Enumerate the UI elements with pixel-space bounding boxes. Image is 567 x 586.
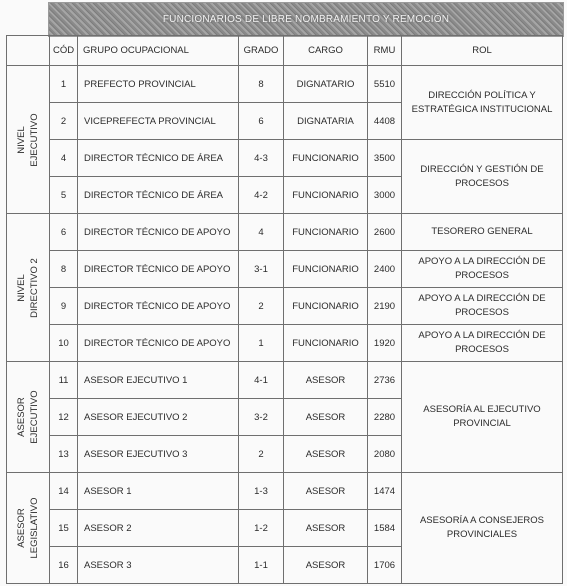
group-label-cell — [7, 362, 50, 473]
cell-cod: 6 — [50, 214, 78, 251]
cell-rol — [402, 214, 563, 251]
cell-grupo: VICEPREFECTA PROVINCIAL — [78, 103, 239, 140]
group-label-line: LEGISLATIVO — [29, 497, 40, 559]
cell-rol — [402, 473, 563, 584]
table-row — [7, 473, 563, 510]
cell-grado: 1-1 — [239, 547, 284, 584]
cell-grupo: PREFECTO PROVINCIAL — [78, 66, 239, 103]
cell-grado: 4-2 — [239, 177, 284, 214]
header-row — [7, 36, 563, 66]
cell-grado: 3-1 — [239, 251, 284, 288]
cell-rmu: 2080 — [368, 436, 402, 473]
group-label-line: EJECUTIVO — [29, 112, 40, 167]
cell-grado: 1-2 — [239, 510, 284, 547]
cell-rmu: 2400 — [368, 251, 402, 288]
rol-line: ASESORÍA AL EJECUTIVO — [423, 404, 541, 415]
cell-cargo: DIGNATARIA — [284, 103, 368, 140]
cell-grado: 4 — [239, 214, 284, 251]
cell-cod: 9 — [50, 288, 78, 325]
cell-cargo: ASESOR — [284, 362, 368, 399]
cell-cod: 14 — [50, 473, 78, 510]
cell-rol — [402, 362, 563, 473]
cell-cod: 11 — [50, 362, 78, 399]
cell-grupo: ASESOR EJECUTIVO 2 — [78, 399, 239, 436]
rol-line: ASESORÍA A CONSEJEROS — [419, 515, 545, 526]
cell-grupo: DIRECTOR TÉCNICO DE ÁREA — [78, 177, 239, 214]
cell-cargo: FUNCIONARIO — [284, 288, 368, 325]
cell-cargo: ASESOR — [284, 436, 368, 473]
cell-cod: 10 — [50, 325, 78, 362]
cell-rmu: 2280 — [368, 399, 402, 436]
rol-line: PROCESOS — [455, 344, 509, 355]
cell-rol — [402, 325, 563, 362]
cell-grupo: DIRECTOR TÉCNICO DE APOYO — [78, 288, 239, 325]
table-row — [7, 362, 563, 399]
cell-grupo: ASESOR 2 — [78, 510, 239, 547]
group-label — [15, 390, 41, 443]
table-row — [7, 251, 563, 288]
cell-rol — [402, 140, 563, 214]
cell-rol — [402, 251, 563, 288]
group-label — [15, 497, 41, 558]
cell-grado: 1 — [239, 325, 284, 362]
group-label-line: NIVEL — [16, 273, 27, 302]
cell-cod: 13 — [50, 436, 78, 473]
cell-rmu: 2600 — [368, 214, 402, 251]
cell-grupo: ASESOR EJECUTIVO 3 — [78, 436, 239, 473]
cell-rmu: 1706 — [368, 547, 402, 584]
cell-cod: 8 — [50, 251, 78, 288]
rol-line: PROCESOS — [455, 270, 509, 281]
cell-cod: 1 — [50, 66, 78, 103]
table-title: FUNCIONARIOS DE LIBRE NOMBRAMIENTO Y REMOCIÓN — [162, 14, 450, 25]
cell-rmu: 5510 — [368, 66, 402, 103]
cell-rmu: 1920 — [368, 325, 402, 362]
cell-cod: 16 — [50, 547, 78, 584]
cell-cod: 4 — [50, 140, 78, 177]
cell-rmu: 3500 — [368, 140, 402, 177]
group-label — [15, 113, 41, 166]
group-label-line: NIVEL — [16, 125, 27, 154]
cell-grupo: ASESOR 1 — [78, 473, 239, 510]
cell-grupo: ASESOR EJECUTIVO 1 — [78, 362, 239, 399]
cell-cargo: FUNCIONARIO — [284, 214, 368, 251]
group-label-line: ASESOR — [16, 508, 27, 548]
cell-rmu: 4408 — [368, 103, 402, 140]
cell-grado: 4-3 — [239, 140, 284, 177]
group-label-line: DIRECTIVO 2 — [29, 257, 40, 318]
cell-cod: 12 — [50, 399, 78, 436]
cell-rmu: 3000 — [368, 177, 402, 214]
group-label — [15, 258, 41, 318]
cell-grado: 4-1 — [239, 362, 284, 399]
rol-line: APOYO A LA DIRECCIÓN DE — [418, 256, 546, 267]
rol-line: DIRECCIÓN POLÍTICA Y — [428, 89, 536, 101]
table-row — [7, 325, 563, 362]
cell-grupo: DIRECTOR TÉCNICO DE APOYO — [78, 325, 239, 362]
cell-grado: 3-2 — [239, 399, 284, 436]
cell-cargo: FUNCIONARIO — [284, 325, 368, 362]
cell-grupo: DIRECTOR TÉCNICO DE ÁREA — [78, 140, 239, 177]
group-label-cell — [7, 66, 50, 214]
rol-line: TESORERO GENERAL — [431, 226, 533, 237]
header-cod: CÓD — [50, 36, 78, 66]
cell-cargo: ASESOR — [284, 547, 368, 584]
cell-cargo: FUNCIONARIO — [284, 251, 368, 288]
cell-cargo: FUNCIONARIO — [284, 177, 368, 214]
header-cargo: CARGO — [284, 36, 368, 66]
rol-line: PROCESOS — [455, 307, 509, 318]
cell-rmu: 1474 — [368, 473, 402, 510]
cell-grupo: DIRECTOR TÉCNICO DE APOYO — [78, 251, 239, 288]
cell-grado: 2 — [239, 288, 284, 325]
cell-rol — [402, 66, 563, 140]
table-row — [7, 140, 563, 177]
header-rol: ROL — [402, 36, 563, 66]
rol-line: DIRECCIÓN Y GESTIÓN DE — [420, 163, 544, 175]
officials-table — [6, 35, 563, 584]
cell-cargo: DIGNATARIO — [284, 66, 368, 103]
header-blank-cell — [7, 36, 50, 66]
cell-cargo: FUNCIONARIO — [284, 140, 368, 177]
cell-grado: 2 — [239, 436, 284, 473]
cell-grado: 1-3 — [239, 473, 284, 510]
rol-line: ESTRATÉGICA INSTITUCIONAL — [411, 103, 553, 115]
rol-line: APOYO A LA DIRECCIÓN DE — [418, 330, 546, 341]
table-row — [7, 66, 563, 103]
cell-grado: 8 — [239, 66, 284, 103]
rol-line: PROVINCIALES — [446, 529, 518, 540]
group-label-line: EJECUTIVO — [29, 390, 40, 444]
cell-rmu: 1584 — [368, 510, 402, 547]
cell-grupo: DIRECTOR TÉCNICO DE APOYO — [78, 214, 239, 251]
rol-line: APOYO A LA DIRECCIÓN DE — [418, 293, 546, 304]
header-grupo: GRUPO OCUPACIONAL — [78, 36, 239, 66]
group-label-cell — [7, 473, 50, 584]
cell-cargo: ASESOR — [284, 473, 368, 510]
rol-line: PROCESOS — [455, 177, 509, 189]
table-row — [7, 214, 563, 251]
group-label-cell — [7, 214, 50, 362]
cell-rmu: 2190 — [368, 288, 402, 325]
table-title-banner — [48, 2, 564, 37]
cell-rmu: 2736 — [368, 362, 402, 399]
header-rmu: RMU — [368, 36, 402, 66]
header-grado: GRADO — [239, 36, 284, 66]
cell-cod: 15 — [50, 510, 78, 547]
cell-cargo: ASESOR — [284, 510, 368, 547]
group-label-line: ASESOR — [16, 397, 27, 437]
cell-grupo: ASESOR 3 — [78, 547, 239, 584]
cell-grado: 6 — [239, 103, 284, 140]
cell-rol — [402, 288, 563, 325]
table-row — [7, 288, 563, 325]
cell-cod: 5 — [50, 177, 78, 214]
cell-cargo: ASESOR — [284, 399, 368, 436]
cell-cod: 2 — [50, 103, 78, 140]
rol-line: PROVINCIAL — [453, 418, 511, 429]
